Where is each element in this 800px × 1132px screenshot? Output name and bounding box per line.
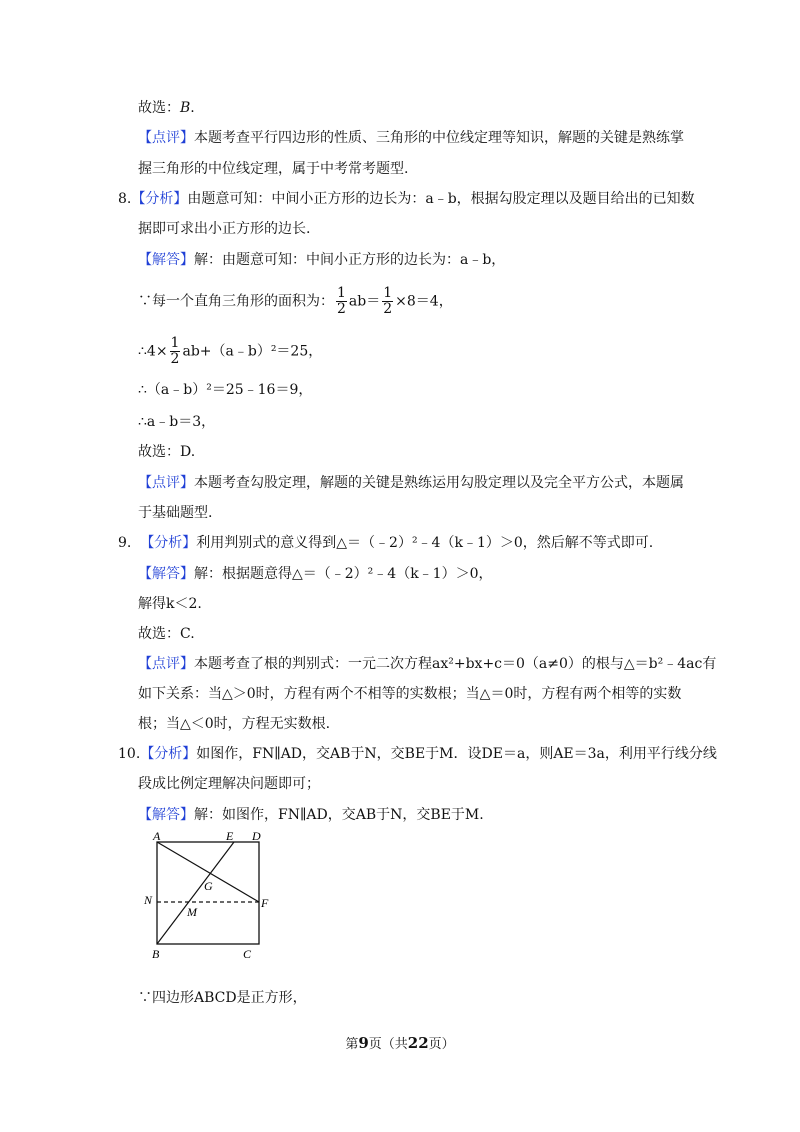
label-f: F [261, 896, 269, 910]
fraction-half: $\frac{1}{2}$ [383, 285, 393, 317]
q9-comment-line2: 如下关系：当△＞0时，方程有两个不相等的实数根；当△＝0时，方程有两个相等的实数 [138, 686, 682, 702]
q9-comment-line3: 根；当△＜0时，方程无实数根. [138, 716, 331, 732]
q9-answer: 【解答】解：根据题意得△＝（﹣2）²﹣4（k﹣1）＞0， [138, 566, 493, 582]
answer-tag: 【解答】 [138, 252, 194, 268]
answer-tag: 【解答】 [138, 807, 194, 823]
question-number: 10. [118, 746, 141, 762]
q9-choose: 故选：C. [138, 626, 195, 642]
q8-analysis-line1: 8.【分析】由题意可知：中间小正方形的边长为：a﹣b，根据勾股定理以及题目给出的已知数 [118, 191, 695, 207]
analysis-tag: 【分析】 [140, 746, 197, 762]
q8-step1: ∵每一个直角三角形的面积为： $\frac{1}{2}$ ab＝ $\frac{1}{2}$ ×8＝4， [138, 285, 453, 317]
comment-tag: 【点评】 [138, 656, 194, 672]
analysis-tag: 【分析】 [131, 191, 188, 207]
label-d: D [252, 830, 261, 843]
question-number: 9. [118, 535, 132, 551]
q7-comment-line2: 握三角形的中位线定理，属于中考常考题型. [138, 161, 409, 177]
q10-answer-line1: 【解答】解：如图作，FN∥AD，交AB于N，交BE于M. [138, 807, 484, 823]
q8-step2: ∴4× $\frac{1}{2}$ ab+（a﹣b）²＝25， [138, 335, 323, 367]
q9-comment-line1: 【点评】本题考查了根的判别式：一元二次方程ax²+bx+c＝0（a≠0）的根与△＝b²﹣4ac有 [138, 656, 717, 672]
label-b: B [152, 947, 160, 961]
q8-comment-line2: 于基础题型. [138, 505, 213, 521]
label-n: N [144, 893, 153, 907]
q8-step3: ∴（a﹣b）²＝25﹣16＝9， [138, 382, 313, 398]
page-footer: 第9页（共22页） [345, 1034, 455, 1052]
label-c: C [243, 947, 252, 961]
answer-tag: 【解答】 [138, 566, 194, 582]
comment-tag: 【点评】 [138, 475, 194, 491]
label-m: M [187, 905, 197, 919]
page-number: 9 [358, 1034, 369, 1052]
total-pages: 22 [407, 1034, 429, 1052]
q8-answer-line1: 【解答】解：由题意可知：中间小正方形的边长为：a﹣b， [138, 252, 506, 268]
segment-af [157, 842, 259, 902]
analysis-tag: 【分析】 [140, 535, 197, 551]
q10-last-line: ∵四边形ABCD是正方形， [138, 990, 307, 1006]
square-figure [138, 830, 278, 968]
fraction-half: $\frac{1}{2}$ [170, 335, 180, 367]
q8-analysis-line2: 据即可求出小正方形的边长. [138, 221, 311, 237]
label-e: E [226, 830, 234, 843]
q9-solve: 解得k＜2. [138, 596, 202, 612]
q8-choose: 故选：D. [138, 444, 196, 460]
q9-analysis: 9. 【分析】利用判别式的意义得到△＝（﹣2）²﹣4（k﹣1）＞0，然后解不等式即可. [118, 535, 654, 551]
fraction-half: $\frac{1}{2}$ [337, 285, 346, 317]
q10-analysis-line1: 10.【分析】如图作，FN∥AD，交AB于N，交BE于M．设DE＝a，则AE＝3a，利用平行线分线 [118, 746, 717, 762]
label-g: G [204, 879, 213, 893]
segment-ae-to-b [157, 842, 234, 944]
q8-comment-line1: 【点评】本题考查勾股定理，解题的关键是熟练运用勾股定理以及完全平方公式，本题属 [138, 475, 684, 491]
label-a: A [153, 830, 161, 843]
question-number: 8. [118, 191, 132, 207]
q10-analysis-line2: 段成比例定理解决问题即可； [138, 776, 320, 792]
q8-step4: ∴a﹣b＝3， [138, 414, 216, 430]
q7-comment-line1: 【点评】本题考查平行四边形的性质、三角形的中位线定理等知识，解题的关键是熟练掌 [138, 130, 684, 146]
comment-tag: 【点评】 [138, 130, 194, 146]
q7-choose: 故选：B. [138, 100, 195, 116]
